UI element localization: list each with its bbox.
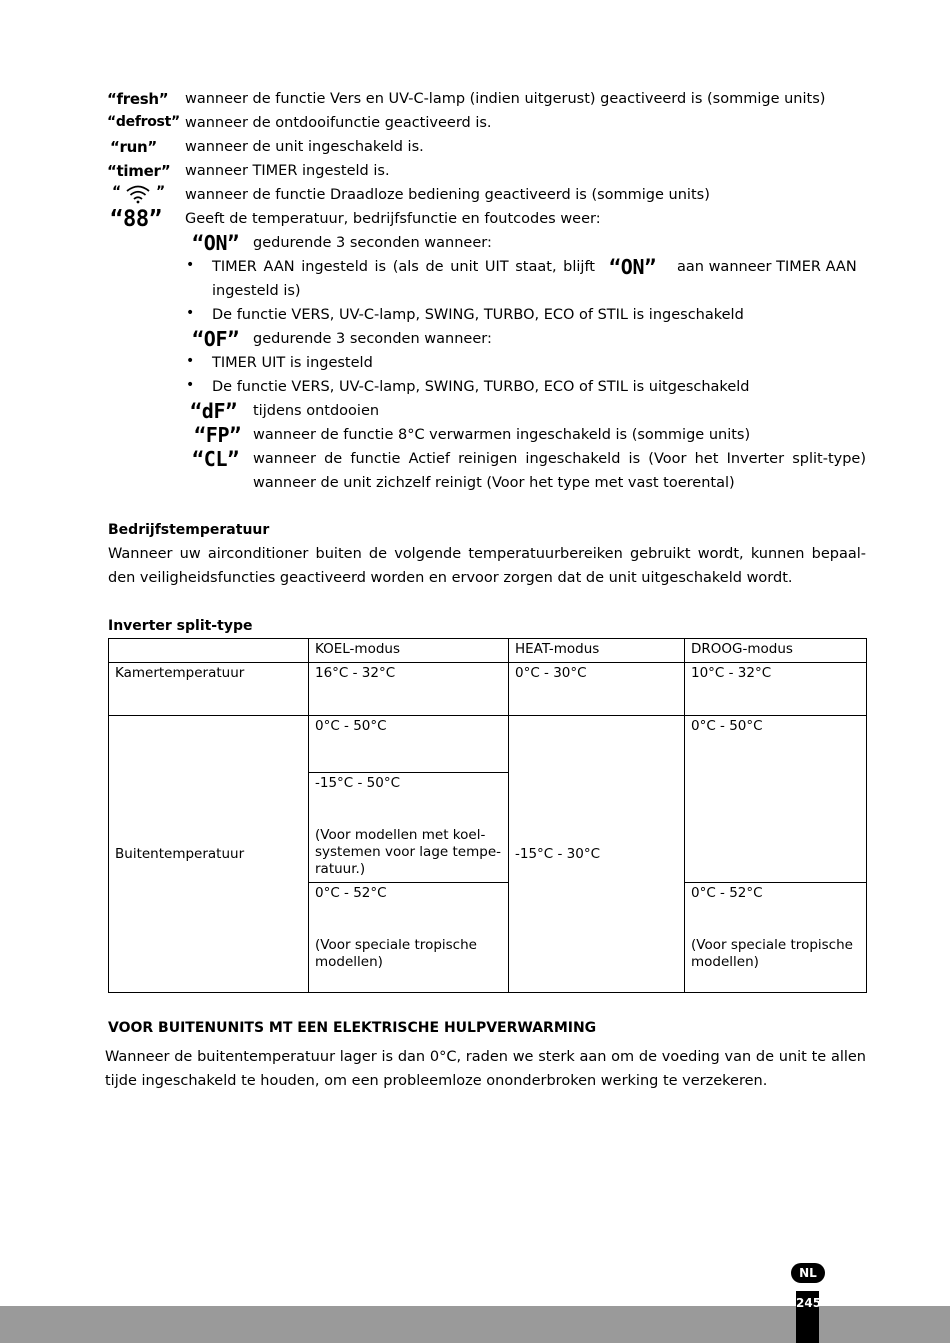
of-bullet-1: TIMER UIT is ingesteld bbox=[212, 355, 373, 371]
temperature-display-description: Geeft de temperatuur, bedrijfsfunctie en foutcodes weer: bbox=[185, 211, 601, 227]
page-number: 245 bbox=[796, 1296, 822, 1310]
table-header-cell: DROOG-modus bbox=[685, 639, 867, 663]
run-icon: “run” bbox=[110, 138, 157, 156]
svg-text:”: ” bbox=[156, 184, 166, 200]
of-code-icon: “OF” bbox=[192, 327, 239, 351]
on-bullet-2: De functie VERS, UV-C-lamp, SWING, TURBO, ECO of STIL is ingeschakeld bbox=[212, 307, 744, 323]
outdoor-temp-cool-1: 0°C - 50°C bbox=[309, 716, 509, 773]
fresh-icon: “fresh” bbox=[107, 90, 169, 108]
outdoor-temp-label: Buitentemperatuur bbox=[109, 716, 309, 993]
on-bullet-1-b: aan wanneer TIMER AAN bbox=[677, 259, 857, 275]
on-code-intro: gedurende 3 seconden wanneer: bbox=[253, 235, 492, 251]
of-code-intro: gedurende 3 seconden wanneer: bbox=[253, 331, 492, 347]
table-row-outdoor bbox=[109, 716, 867, 773]
language-badge: NL bbox=[791, 1263, 825, 1283]
cl-description-line-1: wanneer de functie Actief reinigen ingeschakeld is (Voor het Inverter split-type) bbox=[253, 451, 866, 467]
bullet-dot: • bbox=[186, 353, 195, 369]
bullet-dot: • bbox=[186, 377, 195, 393]
cl-description-line-2: wanneer de unit zichzelf reinigt (Voor het type met vast toerental) bbox=[253, 475, 735, 491]
timer-description: wanneer TIMER ingesteld is. bbox=[185, 163, 390, 179]
cool-3-range: 0°C - 52°C bbox=[315, 885, 387, 901]
operating-temp-line-1: Wanneer uw airconditioner buiten de volgende temperatuurbereiken gebruikt wordt, kunnen bepaal- bbox=[108, 546, 866, 562]
dry-2-note: (Voor speciale tropische modellen) bbox=[691, 937, 853, 970]
svg-text:“: “ bbox=[112, 184, 122, 200]
on-bullet-1-a: TIMER AAN ingesteld is (als de unit UIT staat, blijft bbox=[212, 259, 595, 275]
table-header-cell: KOEL-modus bbox=[309, 639, 509, 663]
cl-code-icon: “CL” bbox=[192, 447, 239, 471]
fp-code-icon: “FP” bbox=[194, 423, 241, 447]
run-description: wanneer de unit ingeschakeld is. bbox=[185, 139, 424, 155]
df-description: tijdens ontdooien bbox=[253, 403, 380, 419]
on-code-inline-icon: “ON” bbox=[609, 255, 656, 279]
defrost-icon: “defrost” bbox=[107, 114, 180, 130]
table-header-cell bbox=[109, 639, 309, 663]
heater-section-line-1: Wanneer de buitentemperatuur lager is dan 0°C, raden we sterk aan om de voeding van de unit te allen bbox=[105, 1049, 866, 1065]
bullet-dot: • bbox=[186, 257, 195, 273]
fp-description: wanneer de functie 8°C verwarmen ingeschakeld is (sommige units) bbox=[253, 427, 751, 443]
table-header-row bbox=[109, 639, 867, 663]
wifi-icon bbox=[112, 182, 166, 204]
cool-2-range: -15°C - 50°C bbox=[315, 775, 401, 791]
operating-temp-heading: Bedrijfstemperatuur bbox=[108, 522, 270, 538]
room-temp-heat: 0°C - 30°C bbox=[509, 663, 685, 716]
room-temp-cool: 16°C - 32°C bbox=[309, 663, 509, 716]
outdoor-temp-cool-2 bbox=[309, 773, 509, 883]
outdoor-temp-dry-1: 0°C - 50°C bbox=[685, 716, 867, 883]
on-bullet-1-c: ingesteld is) bbox=[212, 283, 301, 299]
room-temp-dry: 10°C - 32°C bbox=[685, 663, 867, 716]
temperature-display-icon: “88” bbox=[110, 207, 162, 232]
timer-icon: “timer” bbox=[107, 162, 171, 180]
table-header-cell: HEAT-modus bbox=[509, 639, 685, 663]
of-bullet-2: De functie VERS, UV-C-lamp, SWING, TURBO, ECO of STIL is uitgeschakeld bbox=[212, 379, 750, 395]
defrost-description: wanneer de ontdooifunctie geactiveerd is. bbox=[185, 115, 492, 131]
cool-3-note: (Voor speciale tropische modellen) bbox=[315, 937, 477, 970]
on-code-icon: “ON” bbox=[192, 231, 239, 255]
operating-temp-line-2: den veiligheidsfuncties geactiveerd worden en ervoor zorgen dat de unit uitgeschakeld wordt. bbox=[108, 570, 793, 586]
outdoor-temp-cool-3 bbox=[309, 883, 509, 993]
wireless-description: wanneer de functie Draadloze bediening geactiveerd is (sommige units) bbox=[185, 187, 710, 203]
table-title: Inverter split-type bbox=[108, 618, 253, 634]
temperature-table bbox=[108, 638, 867, 993]
heater-section-heading: VOOR BUITENUNITS MT EEN ELEKTRISCHE HULPVERWARMING bbox=[108, 1020, 597, 1036]
cool-2-note: (Voor modellen met koel- systemen voor lage tempe- ratuur.) bbox=[315, 827, 501, 877]
dry-2-range: 0°C - 52°C bbox=[691, 885, 763, 901]
room-temp-label: Kamertemperatuur bbox=[109, 663, 309, 716]
heater-section-line-2: tijde ingeschakeld te houden, om een probleemloze ononderbroken werking te verzekeren. bbox=[105, 1073, 768, 1089]
fresh-description: wanneer de functie Vers en UV-C-lamp (indien uitgerust) geactiveerd is (sommige units) bbox=[185, 91, 826, 107]
table-row-room bbox=[109, 663, 867, 716]
df-code-icon: “dF” bbox=[190, 399, 237, 423]
bullet-dot: • bbox=[186, 305, 195, 321]
outdoor-temp-dry-2 bbox=[685, 883, 867, 993]
outdoor-temp-heat: -15°C - 30°C bbox=[509, 716, 685, 993]
